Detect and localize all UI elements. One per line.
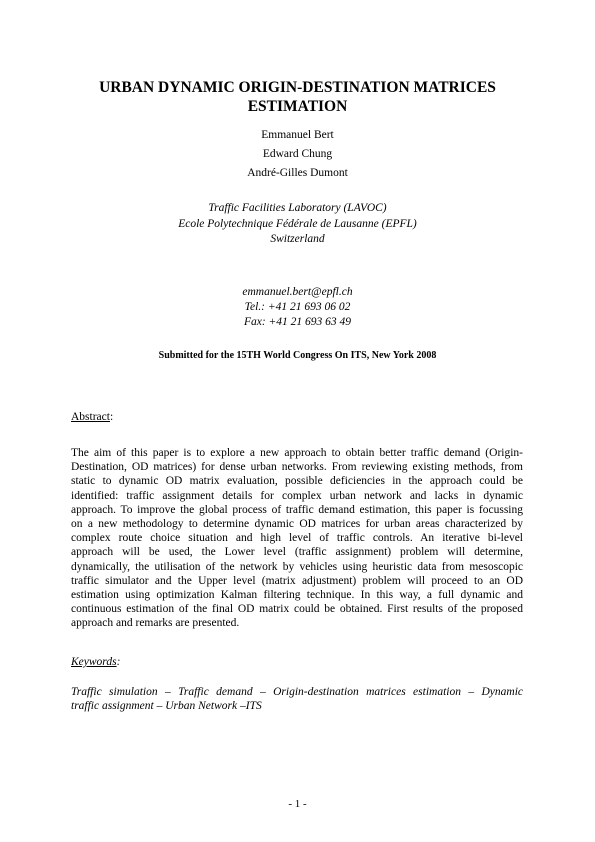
page-number: - 1 - (288, 798, 307, 810)
keywords-heading (71, 655, 523, 669)
contact-email: emmanuel.bert@epfl.ch (242, 286, 353, 298)
contact-tel: Tel.: +41 21 693 06 02 (244, 301, 351, 313)
affiliation (0, 201, 595, 248)
abstract-body (71, 446, 523, 631)
affiliation-institution: Ecole Polytechnique Fédérale de Lausanne (EPFL) (178, 217, 417, 230)
submission-note: Submitted for the 15TH World Congress On ITS, New York 2008 (158, 350, 437, 361)
author-name: André-Gilles Dumont (247, 167, 348, 179)
abstract-line: The aim of this paper is to explore a new approach to obtain better traffic demand (Origin- (71, 447, 523, 459)
keywords-body (71, 685, 523, 713)
author-name: Edward Chung (262, 148, 333, 160)
abstract-line: Destination, OD matrices) for dense urban networks. From reviewing existing methods, from (71, 461, 523, 474)
abstract-heading (71, 410, 523, 424)
keywords-heading-colon: : (116, 656, 121, 668)
abstract-line: complex route choice situation and high level of traffic controls. An iterative bi-level (71, 532, 523, 545)
abstract-line: approach will be used, the Lower level (traffic assignment) problem will determine, (71, 546, 523, 559)
abstract-line: approach and remarks are presented. (71, 617, 240, 630)
keywords-heading-label: Keywords (71, 656, 117, 668)
abstract-heading-colon: : (109, 411, 114, 423)
keywords-line: Traffic simulation – Traffic demand – Origin-destination matrices estimation – Dynamic (71, 686, 523, 698)
contact-info (0, 285, 595, 330)
contact-fax: Fax: +41 21 693 63 49 (243, 316, 352, 328)
abstract-line: continuous estimation of the final OD matrix could be obtained. First results of the proposed (71, 603, 523, 616)
affiliation-country: Switzerland (270, 233, 325, 245)
abstract-line: identified: traffic assignment details for complex urban network and lacks in dynamic (71, 489, 523, 502)
keywords-line: traffic assignment – Urban Network –ITS (71, 700, 262, 713)
abstract-line: on a new methodology to determine dynamic OD matrices for urban areas characterized by (71, 518, 523, 531)
abstract-heading-label: Abstract (71, 411, 110, 423)
paper-title-line-1: URBAN DYNAMIC ORIGIN-DESTINATION MATRICES (99, 79, 496, 96)
paper-title-line-2: ESTIMATION (247, 98, 348, 115)
abstract-line: static to dynamic OD matrix evaluation, possible deficiencies in the approach could be (71, 475, 523, 488)
abstract-line: estimation using optimization Kalman filtering technique. In this way, a full dynamic and (71, 589, 523, 602)
paper-title (0, 78, 595, 116)
abstract-line: approach. To improve the global process of traffic demand estimation, this paper is focussing (71, 503, 523, 516)
abstract-line: traffic simulator and the Upper level (matrix adjustment) problem will proceed to an OD (71, 574, 523, 587)
abstract-line: dynamically, the utilisation of the network by vehicles using heuristic data from mesoscopic (71, 560, 523, 573)
author-name: Emmanuel Bert (261, 129, 334, 141)
affiliation-lab: Traffic Facilities Laboratory (LAVOC) (208, 202, 387, 214)
